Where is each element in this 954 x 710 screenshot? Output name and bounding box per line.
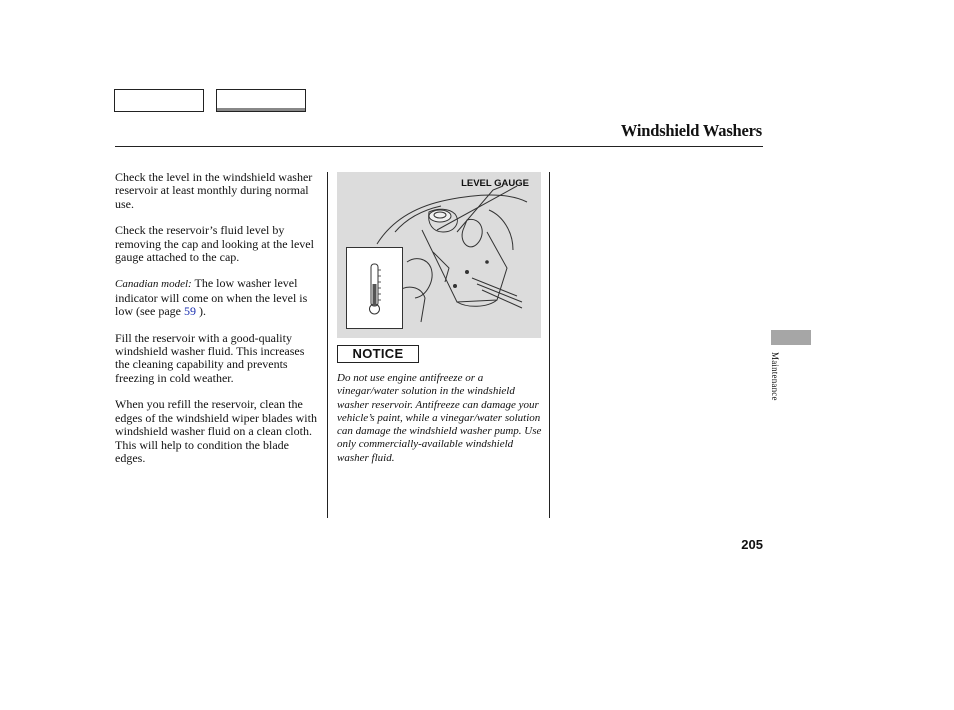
column-divider-right — [549, 172, 550, 518]
section-tab[interactable] — [771, 330, 811, 345]
section-tab-label: Maintenance — [770, 352, 780, 401]
instructions-column — [115, 171, 321, 478]
paragraph-canadian-model — [115, 277, 321, 318]
page-title: Windshield Washers — [620, 121, 762, 140]
page-59-link[interactable]: 59 — [183, 304, 196, 319]
canadian-model-text: The low washer level indicator will come on when the level is low (see page — [115, 276, 308, 319]
notice-badge: NOTICE — [337, 345, 419, 363]
paragraph-level-gauge: Check the reservoir’s fluid level by removing the cap and looking at the level gauge attached to the cap. — [115, 223, 314, 265]
nav-button-previous[interactable] — [114, 89, 204, 112]
level-gauge-inset — [346, 247, 403, 329]
paragraph-monthly-check: Check the level in the windshield washer reservoir at least monthly during normal use. — [115, 170, 313, 211]
level-gauge-icon — [347, 248, 402, 328]
paragraph-clean-wipers: When you refill the reservoir, clean the edges of the windshield wiper blades with windshield washer fluid on a clean cloth. This will help to condition the blade edges. — [115, 397, 317, 465]
level-gauge-callout: LEVEL GAUGE — [461, 178, 529, 189]
paragraph-fill-reservoir: Fill the reservoir with a good-quality windshield washer fluid. This increases the cleaning capability and prevents freezing in cold weather. — [115, 330, 305, 385]
canadian-model-end: ). — [195, 304, 206, 319]
page-number: 205 — [741, 537, 763, 552]
canadian-model-lead: Canadian model: — [115, 278, 192, 291]
nav-button-next[interactable] — [216, 89, 306, 112]
column-divider-left — [327, 172, 328, 518]
reservoir-illustration — [337, 172, 541, 338]
title-divider — [115, 146, 763, 147]
notice-text: Do not use engine antifreeze or a vinegar/water solution in the windshield washer reservoir. Antifreeze can damage your vehicle’s paint, while a vinegar/water solution can damage the windshield washer pump. Use only commercially-available windshield washer fluid. — [337, 372, 542, 464]
